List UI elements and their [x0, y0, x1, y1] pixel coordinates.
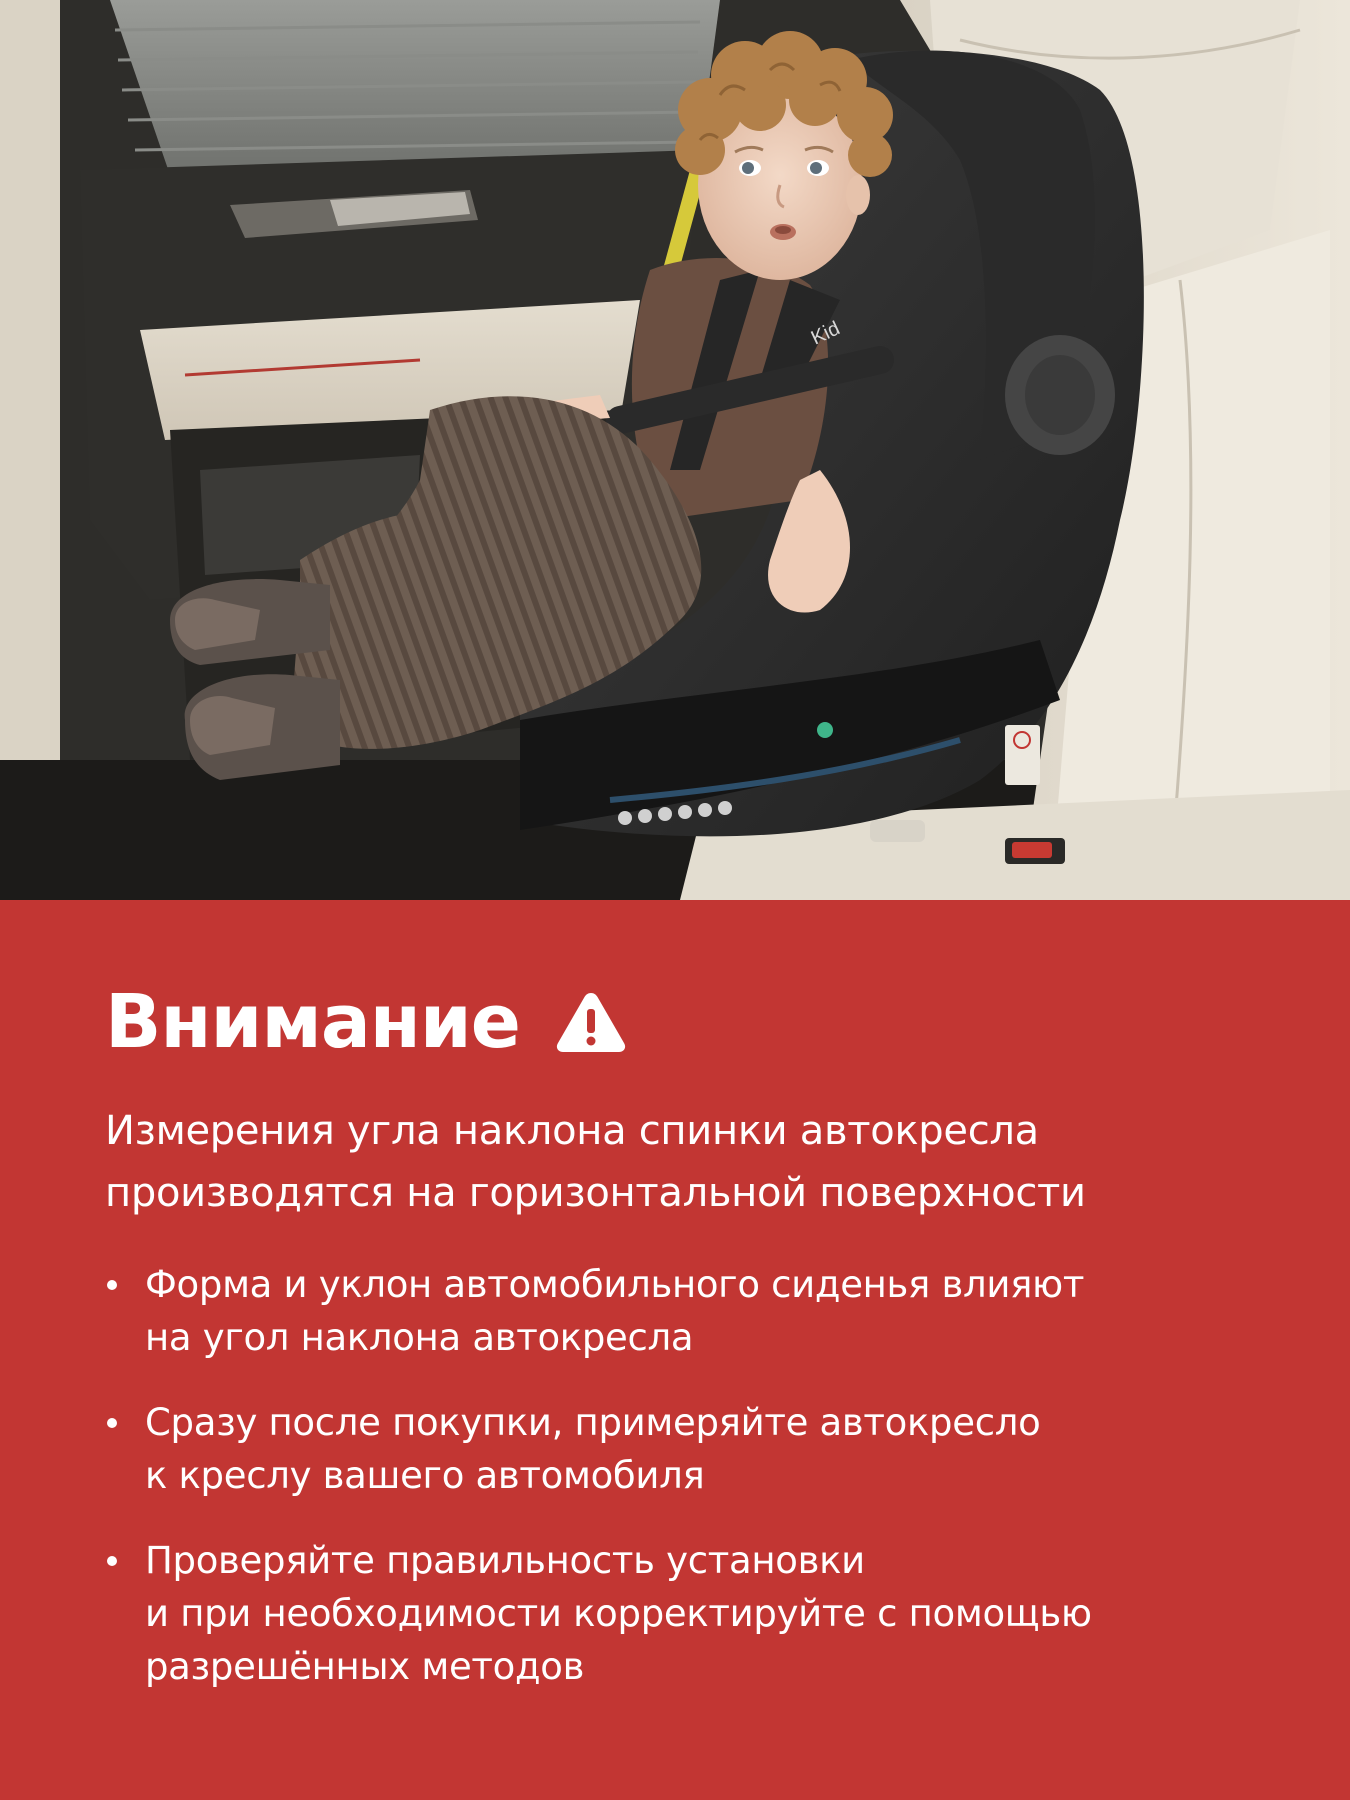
- list-item: [105, 1396, 1285, 1502]
- warning-triangle-icon: [554, 989, 628, 1055]
- list-item: [105, 1258, 1285, 1364]
- bullet-line: разрешённых методов: [145, 1645, 585, 1688]
- subtitle-line: производятся на горизонтальной поверхности: [105, 1170, 1086, 1216]
- seat-brand-text: Kid: [807, 317, 844, 350]
- bullet-line: Сразу после покупки, примеряйте автокресло: [145, 1401, 1041, 1444]
- bullet-dot-icon: [107, 1556, 117, 1566]
- notice-heading: [105, 979, 628, 1065]
- notice-subtitle: [105, 1100, 1285, 1224]
- bullet-dot-icon: [107, 1418, 117, 1428]
- subtitle-line: Измерения угла наклона спинки автокресла: [105, 1108, 1039, 1154]
- bullet-line: на угол наклона автокресла: [145, 1316, 694, 1359]
- bullet-line: и при необходимости корректируйте с помощью: [145, 1592, 1092, 1635]
- bullet-line: Проверяйте правильность установки: [145, 1539, 865, 1582]
- notice-bullet-list: [105, 1258, 1285, 1725]
- notice-title: Внимание: [105, 979, 520, 1065]
- bullet-line: Форма и уклон автомобильного сиденья влияют: [145, 1263, 1085, 1306]
- bullet-line: к креслу вашего автомобиля: [145, 1454, 705, 1497]
- list-item: [105, 1534, 1285, 1693]
- bullet-dot-icon: [107, 1280, 117, 1290]
